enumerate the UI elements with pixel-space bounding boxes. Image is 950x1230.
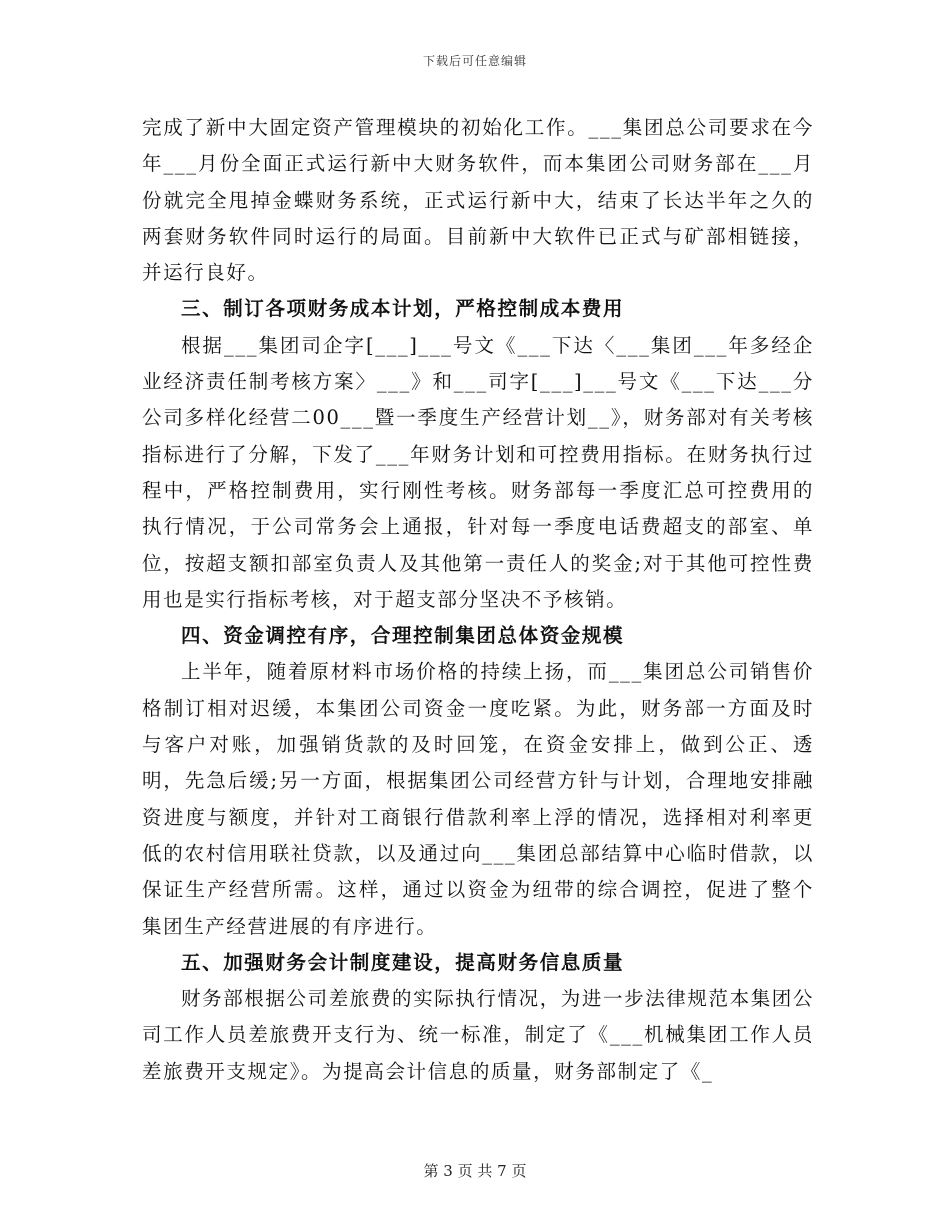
paragraph-section-4: 上半年，随着原材料市场价格的持续上扬，而___集团总公司销售价格制订相对迟缓，本集团公司资金一度吃紧。为此，财务部一方面及时与客户对账，加强销货款的及时回笼，在资金安排上，做到公正、透明，先急后缓;另一方面，根据集团公司经营方针与计划，合理地安排融资进度与额度，并针对工商银行借款利率上浮的情况，选择相对利率更低的农村信用联社贷款，以及通过向___集团总部结算中心临时借款，以保证生产经营所需。这样，通过以资金为纽带的综合调控，促进了整个集团生产经营进展的有序进行。	[142, 660, 814, 938]
paragraph-section-3: 根据___集团司企字[___]___号文《___下达〈___集团___年多经企业经济责任制考核方案〉___》和___司字[___]___号文《___下达___分公司多样化经营二00___暨一季度生产经营计划__》，财务部对有关考核指标进行了分解，下发了___年财务计划和可控费用指标。在财务执行过程中，严格控制费用，实行刚性考核。财务部每一季度汇总可控费用的执行情况，于公司常务会上通报，针对每一季度电话费超支的部室、单位，按超支额扣部室负责人及其他第一责任人的奖金;对于其他可控性费用也是实行指标考核，对于超支部分坚决不予核销。	[142, 333, 814, 611]
paragraph-section-5: 财务部根据公司差旅费的实际执行情况，为进一步法律规范本集团公司工作人员差旅费开支行为、统一标准，制定了《___机械集团工作人员差旅费开支规定》。为提高会计信息的质量，财务部制定了《_	[142, 987, 815, 1083]
section-heading-5: 五、加强财务会计制度建设，提高财务信息质量	[181, 950, 625, 974]
paragraph-continuation: 完成了新中大固定资产管理模块的初始化工作。___集团总公司要求在今年___月份全面正式运行新中大财务软件，而本集团公司财务部在___月份就完全甩掉金蝶财务系统，正式运行新中大，结束了长达半年之久的两套财务软件同时运行的局面。目前新中大软件已正式与矿部相链接，并运行良好。	[142, 116, 814, 285]
section-heading-3: 三、制订各项财务成本计划，严格控制成本费用	[181, 297, 625, 321]
section-heading-4: 四、资金调控有序，合理控制集团总体资金规模	[181, 624, 625, 648]
document-body	[142, 110, 814, 1090]
page-header: 下载后可任意编辑	[422, 54, 527, 68]
page-number: 第 3 页 共 7 页	[423, 1162, 527, 1180]
